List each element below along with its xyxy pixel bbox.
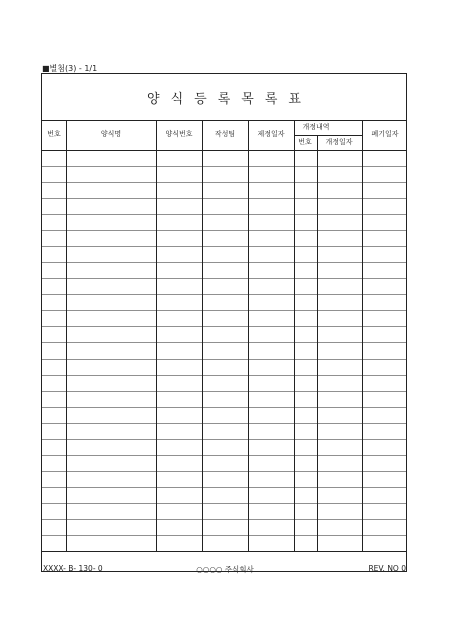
form-register-table (41, 73, 407, 572)
revision-number: REV. NO 0 (368, 564, 406, 573)
table-grid (42, 74, 406, 571)
header-form-number: 양식번호 (165, 130, 193, 138)
header-revision-group: 개정내역 (302, 123, 330, 131)
header-enact-date: 제정일자 (257, 130, 285, 138)
doc-code: XXXX- B- 130- 0 (43, 564, 103, 573)
header-form-name: 양식명 (100, 130, 122, 138)
header-author-team: 작성팀 (214, 130, 236, 138)
document-title: 양식등록목록표 (147, 91, 312, 107)
header-revision-date: 개정일자 (325, 138, 353, 146)
header-revision-number: 번호 (298, 138, 312, 146)
company-name: ○○○○ 주식회사 (196, 565, 254, 574)
header-number: 번호 (47, 130, 61, 138)
page-label: ■별첨(3) - 1/1 (42, 64, 98, 73)
header-abolish-date: 폐기일자 (371, 130, 399, 138)
